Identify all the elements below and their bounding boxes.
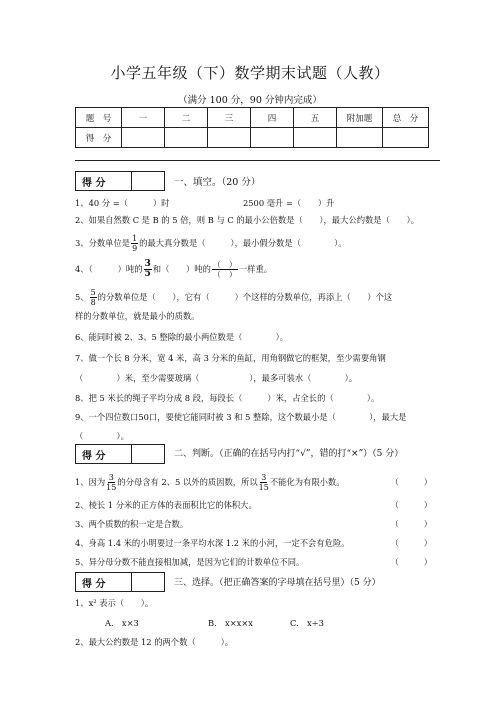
q-text: 的分数单位是（ ），它有（ ）个这样的分数单位，再添上（ ）个这 <box>97 292 393 302</box>
question-1-6: 6、能同时被 2、3、5 整除的最小两位数是（ ）。 <box>75 332 289 342</box>
q-text: 的分母含有 2、5 以外的质因数，所以 <box>117 477 258 487</box>
q-text: 1、因为 <box>75 477 106 487</box>
answer-paren: （ ） <box>390 538 432 548</box>
score-cell: 总 分 <box>383 108 429 128</box>
option-c: C. x÷3 <box>290 618 324 628</box>
fraction: $\frac{3}{5}$ <box>144 259 151 279</box>
q-text: 2500 毫升 =（ ）升 <box>243 198 335 208</box>
score-box-label: 得 分 <box>76 172 132 190</box>
section-3-title: 三、选择。（把正确答案的字母填在括号里）（5 分） <box>174 578 381 588</box>
question-1-1 <box>75 197 335 209</box>
score-box <box>75 572 165 592</box>
answer-paren: （ ） <box>390 477 432 487</box>
section-1-title: 一、填空。（20 分） <box>174 177 261 188</box>
exam-title: 小学五年级（下）数学期末试题（人教） <box>110 64 390 82</box>
score-table <box>75 107 429 148</box>
question-2-4: 4、身高 1.4 米的小明要过一条平均水深 1.2 米的小河，一定不会有危险。 <box>75 538 350 548</box>
fraction: $\frac{3}{15}$ <box>106 473 117 492</box>
score-blank <box>337 128 383 148</box>
q-text: 4、（ ）吨的 <box>75 264 143 274</box>
exam-subtitle: （满分 100 分，90 分钟内完成） <box>178 95 322 106</box>
question-1-8: 8、把 5 米长的绳子平均分成 8 段，每段长（ ）米，占全长的（ ）。 <box>75 393 380 403</box>
score-box <box>75 444 165 464</box>
q-text: 一样重。 <box>238 264 273 274</box>
score-cell: 四 <box>251 108 294 128</box>
question-1-9: 9、一个四位数口50口，要使它能同时被 3 和 5 整除，这个数最小是（ ），最大是 <box>75 412 407 422</box>
score-table-score-row <box>76 128 429 148</box>
fraction: $\frac{1}{9}$ <box>132 234 138 253</box>
q-text: 不能化为有限小数。 <box>269 477 345 487</box>
score-blank <box>251 128 294 148</box>
score-box-label: 得 分 <box>76 573 132 591</box>
answer-paren: （ ） <box>390 519 432 529</box>
question-1-4 <box>75 260 272 279</box>
question-1-7-cont: （ ）米，至少需要玻璃（ ），最多可装水（ ）。 <box>75 373 358 383</box>
fraction-blank: $\frac{( )}{( )}$ <box>212 260 237 279</box>
score-cell: 附加题 <box>337 108 383 128</box>
question-1-9-cont: （ ）。 <box>75 431 129 441</box>
q-text: 的最大真分数是（ ），最小假分数是（ ）。 <box>139 238 347 248</box>
score-table-header-row <box>76 108 429 128</box>
question-3-1: 1、x² 表示（ ）。 <box>75 598 154 608</box>
score-blank <box>165 128 208 148</box>
score-blank <box>383 128 429 148</box>
score-cell: 得 分 <box>76 128 122 148</box>
answer-paren: （ ） <box>390 500 432 510</box>
option-a: A. x×3 <box>105 618 139 628</box>
score-box <box>75 171 165 191</box>
score-blank <box>294 128 337 148</box>
fraction: $\frac{3}{15}$ <box>258 473 269 492</box>
fraction: $\frac{5}{8}$ <box>90 288 96 307</box>
question-1-2: 2、如果自然数 C 是 B 的 5 倍，则 B 与 C 的最小公倍数是（ ），最大公约数是（ ）。 <box>75 215 419 225</box>
score-box-label: 得 分 <box>76 445 132 463</box>
q-text: 3、分数单位是 <box>75 238 131 248</box>
section-2-title: 二、判断。（正确的在括号内打“√”，错的打“×”）（5 分） <box>174 449 404 459</box>
score-cell: 五 <box>294 108 337 128</box>
score-cell: 二 <box>165 108 208 128</box>
question-2-1 <box>75 473 345 492</box>
question-3-2: 2、最大公约数是 12 的两个数（ ）。 <box>75 637 234 647</box>
q-text: 5、 <box>75 292 89 302</box>
score-blank <box>208 128 251 148</box>
q-text: 和（ ）吨的 <box>152 264 211 274</box>
score-cell: 一 <box>122 108 165 128</box>
question-1-7: 7、做一个长 8 分米，宽 4 米，高 3 分米的鱼缸，用角钢做它的框架，至少需要角钢 <box>75 353 386 363</box>
question-1-5 <box>75 288 392 307</box>
question-2-5: 5、异分母分数不能直接相加减，是因为它们的计数单位不同。 <box>75 557 305 567</box>
answer-paren: （ ） <box>390 557 432 567</box>
score-cell: 三 <box>208 108 251 128</box>
separator-line <box>75 160 440 161</box>
q-text: 1、40 分 =（ ）时 <box>75 198 170 208</box>
score-blank <box>122 128 165 148</box>
question-2-3: 3、两个质数的积一定是合数。 <box>75 519 189 529</box>
question-1-3 <box>75 234 347 253</box>
question-1-5-cont: 样的分数单位，就是最小的质数。 <box>75 311 200 321</box>
option-b: B. x×x×x <box>208 618 253 628</box>
score-cell: 题 号 <box>76 108 122 128</box>
question-2-2: 2、棱长 1 分米的正方体的表面积比它的体积大。 <box>75 500 257 510</box>
